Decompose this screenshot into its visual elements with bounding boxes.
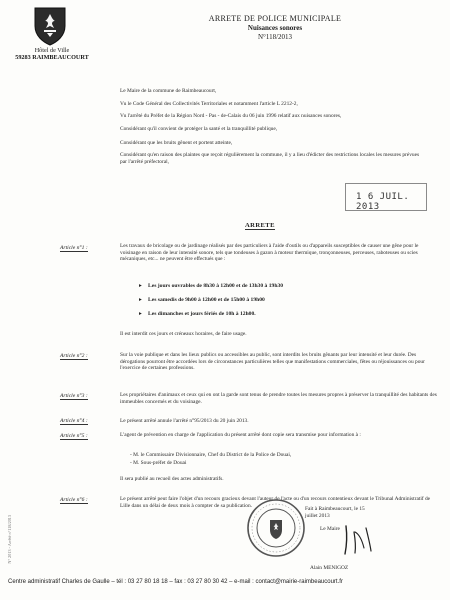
article-label: Article n°2 : [60, 353, 88, 359]
page-footer: Centre administratif Charles de Gaulle – tél : 03 27 80 18 18 – fax : 03 27 80 30 42 – e-mail : contact@mairie-raimbeaucourt.fr [8, 579, 343, 585]
preamble-line: Vu l'arrêté du Préfet de la Région Nord - Pas - de-Calais du 06 juin 1996 relatif aux nuisances sonores, [120, 113, 342, 119]
recipient-item: - M. Sous-préfet de Douai [130, 460, 187, 466]
document-number: N°118/2013 [257, 33, 293, 41]
article-text: Sur la voie publique et dans les lieux publics ou accessibles au public, sont interdits les bruits gênants par leur intensité et leur durée. Des dérogations pourront être accordées lors de circonstances particulières telles que manifestations commerciales, fêtes ou réjouissances ou pour l'exercice de certaines professions. [120, 352, 425, 372]
preamble-line: Considérant que les bruits gênent et portent atteinte, [120, 140, 233, 146]
document-title: ARRETE DE POLICE MUNICIPALE [208, 14, 342, 23]
arrete-heading: ARRETE [245, 222, 275, 229]
side-reference-note: N° 2013 - Arrêté n°118/2013 [7, 515, 12, 564]
schedule-item: ▸ Les samedis de 9h00 à 12h00 et de 15h00 à 19h00 [148, 297, 265, 303]
stamp-date: 1 6 JUIL. 2013 [356, 192, 410, 212]
schedule-item: ▸ Les jours ouvrables de 8h30 à 12h00 et de 13h30 à 19h30 [148, 283, 283, 289]
document-title-block [185, 14, 365, 41]
town-hall-postcode: 59283 RAIMBEAUCOURT [15, 54, 89, 61]
preamble-line: Vu le Code Général des Collectivités Territoriales et notamment l'article L 2212-2, [120, 101, 298, 107]
article-text: Les propriétaires d'animaux et ceux qui en ont la garde sont tenus de prendre toutes les mesures propres à préserver la tranquillité des habitants des immeubles concernés et du voisinage. [120, 392, 437, 405]
received-date-stamp [345, 183, 427, 211]
article-label: Article n°4 : [60, 418, 88, 424]
article-text: Les travaux de bricolage ou de jardinage réalisés par des particuliers à l'aide d'outils ou d'appareils susceptibles de causer une gêne pour le voisinage en raison de leur intensité sonore, tels que tondeuses à gazon à moteur thermique, tronçonneuses, perceuses, raboteuses ou scies mécaniques, etc... ne peuvent être effectués que : [120, 243, 419, 263]
town-hall-address [14, 47, 90, 61]
article-text: L'agent de prévention en charge de l'application du présent arrêté dont copie sera transmise pour information à : [120, 432, 361, 438]
document-subtitle: Nuisances sonores [247, 24, 303, 32]
handwritten-signature-icon [340, 520, 380, 558]
signature-place-date: Fait à Raimbeaucourt, le 15 juillet 2013 [305, 506, 365, 519]
preamble-line: Considérant qu'en raison des plaintes que reçoit régulièrement la commune, il y a lieu d'édicter des restrictions locales les mesures prévues par l'arrêté préfectoral, [120, 152, 420, 165]
recipient-item: - M. le Commissaire Divisionnaire, Chef du District de la Police de Douai, [130, 452, 292, 458]
signature-role: Le Maire [320, 526, 340, 532]
article-label: Article n°3 : [60, 393, 88, 399]
municipal-seal-icon [246, 498, 306, 558]
article-text: Il est interdit ces jours et créneaux horaires, de faire usage. [120, 331, 247, 337]
preamble-line: Considérant qu'il convient de protéger la santé et la tranquillité publique, [120, 126, 278, 132]
article-text: Le présent arrêté peut faire l'objet d'un recours gracieux devant l'auteur de l'acte ou d'un recours contentieux devant le Tribunal Administratif de Lille dans un délai de deux mois à compter de sa publication. [120, 496, 431, 509]
preamble-line: Le Maire de la commune de Raimbeaucourt, [120, 88, 217, 94]
article-label: Article n°5 : [60, 433, 88, 439]
signatory-name: Alain MENIGOZ [310, 565, 349, 571]
article-label: Article n°6 : [60, 497, 88, 503]
town-hall-label: Hôtel de Ville [34, 47, 70, 54]
coat-of-arms-icon [33, 6, 67, 46]
schedule-item: ▸ Les dimanches et jours fériés de 10h à 12h00. [148, 311, 256, 317]
article-text: Il sera publié au recueil des actes administratifs. [120, 476, 224, 482]
article-text: Le présent arrêté annule l'arrêté n°95/2013 du 20 juin 2013. [120, 418, 249, 424]
article-label: Article n°1 : [60, 245, 88, 251]
